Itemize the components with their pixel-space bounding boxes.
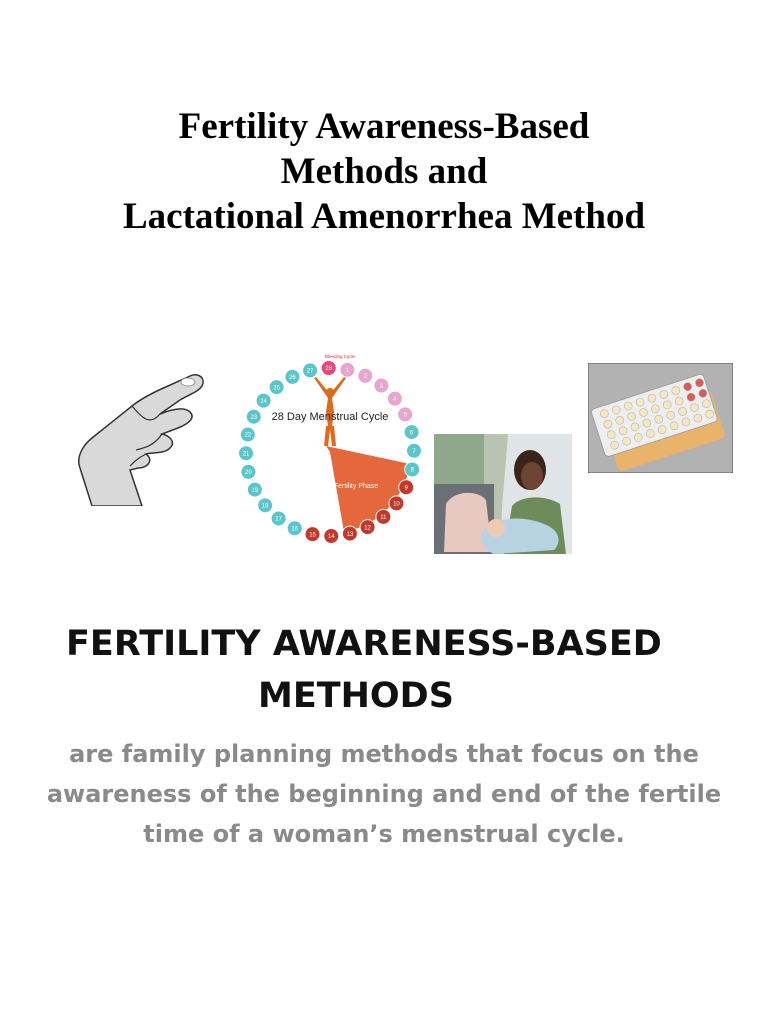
cycle-day-label: 24 <box>260 398 267 405</box>
cycle-day-label: 8 <box>410 467 414 474</box>
cycle-day-label: 9 <box>404 485 408 492</box>
cycle-day-label: 19 <box>251 487 259 494</box>
title-line-2: Methods and <box>280 151 488 192</box>
document-title <box>0 104 768 239</box>
cycle-day-label: 17 <box>275 516 282 523</box>
hand-fingers-icon <box>72 366 208 506</box>
cycle-day-label: 28 <box>325 366 333 373</box>
cycle-day-label: 7 <box>412 448 416 455</box>
section-heading-line-1: FERTILITY AWARENESS-BASED <box>66 624 662 664</box>
cycle-day-label: 4 <box>393 396 397 403</box>
cycle-day-label: 1 <box>345 368 350 375</box>
cycle-day-label: 20 <box>245 470 252 477</box>
cycle-day-label: 10 <box>393 501 400 508</box>
cycle-day-label: 27 <box>306 368 314 375</box>
cycle-day-label: 16 <box>291 526 299 533</box>
pill-pack-photo <box>588 363 733 473</box>
title-line-1: Fertility Awareness-Based <box>178 106 590 147</box>
cycle-day-label: 14 <box>327 534 335 541</box>
cycle-day-label: 25 <box>273 385 280 392</box>
section-heading <box>0 618 768 722</box>
cycle-day-label: 2 <box>363 373 367 380</box>
bleeding-label: Bleeding Cycle <box>324 354 356 359</box>
cycle-day-label: 11 <box>380 515 387 522</box>
cycle-day-label: 21 <box>242 451 250 458</box>
section-definition: are family planning methods that focus on the awareness of the beginning and end of the fertile time of a woman’s menstrual cycle. <box>46 740 722 848</box>
fertility-phase-label: Fertility Phase <box>333 483 379 490</box>
cycle-day-label: 3 <box>379 383 384 390</box>
cycle-day-label: 13 <box>346 531 354 538</box>
cycle-day-label: 5 <box>403 412 407 419</box>
menstrual-cycle-wheel <box>228 346 432 552</box>
cycle-day-label: 15 <box>309 532 316 539</box>
mother-breastfeeding-photo <box>434 434 572 554</box>
cycle-day-label: 18 <box>261 503 269 510</box>
cycle-day-label: 12 <box>364 525 371 532</box>
title-line-3: Lactational Amenorrhea Method <box>122 196 646 237</box>
section-heading-line-2: METHODS <box>258 676 454 716</box>
cycle-day-label: 26 <box>289 375 296 382</box>
cycle-title: 28 Day Menstrual Cycle <box>271 411 389 423</box>
cycle-day-label: 22 <box>244 432 252 439</box>
cycle-day-label: 6 <box>409 430 414 437</box>
cycle-day-label: 23 <box>250 414 258 421</box>
